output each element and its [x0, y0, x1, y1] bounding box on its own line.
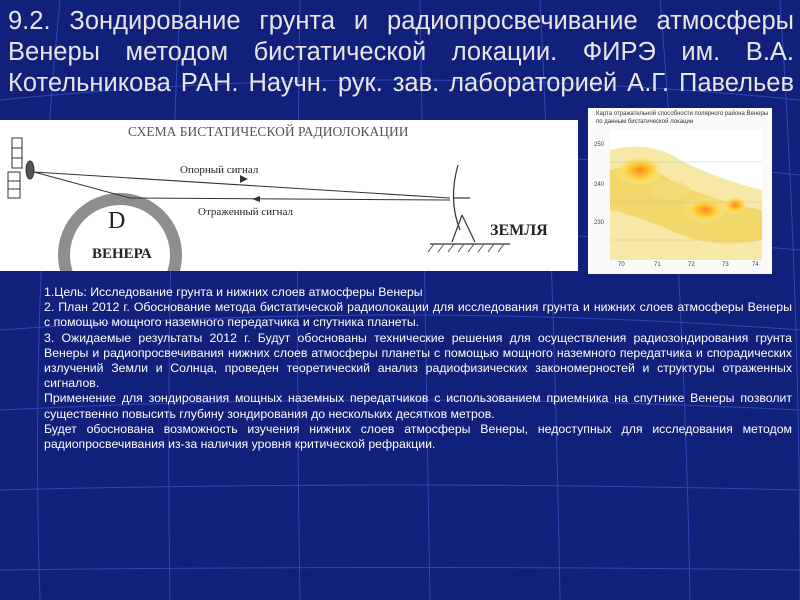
title-line-1: 9.2. Зондирование грунта и радиопросвечивание атмосферы [8, 7, 794, 35]
slide-title [8, 6, 794, 99]
plan-paragraph: 2. План 2012 г. Обоснование метода бистатической радиолокации для исследования грунта и нижних слоев атмосферы Венеры с помощью мощного наземного передатчика и спутника планеты. [44, 300, 792, 330]
reference-signal-label: Опорный сигнал [180, 164, 259, 176]
planet-letter: D [108, 208, 126, 234]
reflectivity-map-image [610, 130, 762, 260]
diagram-heading: СХЕМА БИСТАТИЧЕСКОЙ РАДИОЛОКАЦИИ [128, 124, 409, 139]
map-caption: Карта отражательной способности полярного района Венеры по данным бистатической локации [596, 111, 769, 125]
justification-paragraph: Будет обоснована возможность изучения нижних слоев атмосферы Венеры, недоступных для исследования методом радиопросвечивания из-за наличия уровня критической рефракции. [44, 421, 792, 452]
title-line-2: Венеры методом бистатической локации. ФИРЭ им. В.А. [8, 38, 794, 66]
x-tick-70: 70 [618, 262, 625, 268]
x-tick-73: 73 [722, 262, 729, 268]
x-tick-71: 71 [654, 262, 661, 268]
x-tick-74: 74 [752, 262, 759, 268]
earth-label: ЗЕМЛЯ [490, 222, 548, 239]
results-paragraph: 3. Ожидаемые результаты 2012 г. Будут обоснованы технические решения для осуществления радиозондирования грунта Венеры и радиопросвечивания нижних слоев атмосферы планеты с помощью мощного наземного передатчика и спорадических излучений Земли и Солнца, проведен теоретический анализ радиофизических закономерностей и структуры отраженных сигналов. [44, 330, 792, 391]
satellite-icon [8, 138, 34, 198]
reflected-signal-label: Отраженный сигнал [198, 206, 294, 218]
y-tick-230: 230 [594, 220, 605, 226]
planet-name-label: ВЕНЕРА [92, 246, 152, 262]
x-tick-72: 72 [688, 262, 695, 268]
bistatic-radar-diagram [0, 120, 578, 271]
goal-paragraph: 1.Цель: Исследование грунта и нижних слоев атмосферы Венеры [44, 285, 423, 299]
y-tick-240: 240 [594, 182, 605, 188]
application-paragraph: Применение для зондирования мощных наземных передатчиков с использованием приемника на спутнике Венеры позволит существенно повысить глубину зондирования до нескольких десятков метров. [44, 391, 792, 421]
body-text [44, 285, 792, 452]
title-line-3: Котельникова РАН. Научн. рук. зав. лабораторией А.Г. Павельев [8, 69, 794, 97]
reflectivity-map-panel [588, 108, 772, 274]
y-tick-250: 250 [594, 142, 605, 148]
